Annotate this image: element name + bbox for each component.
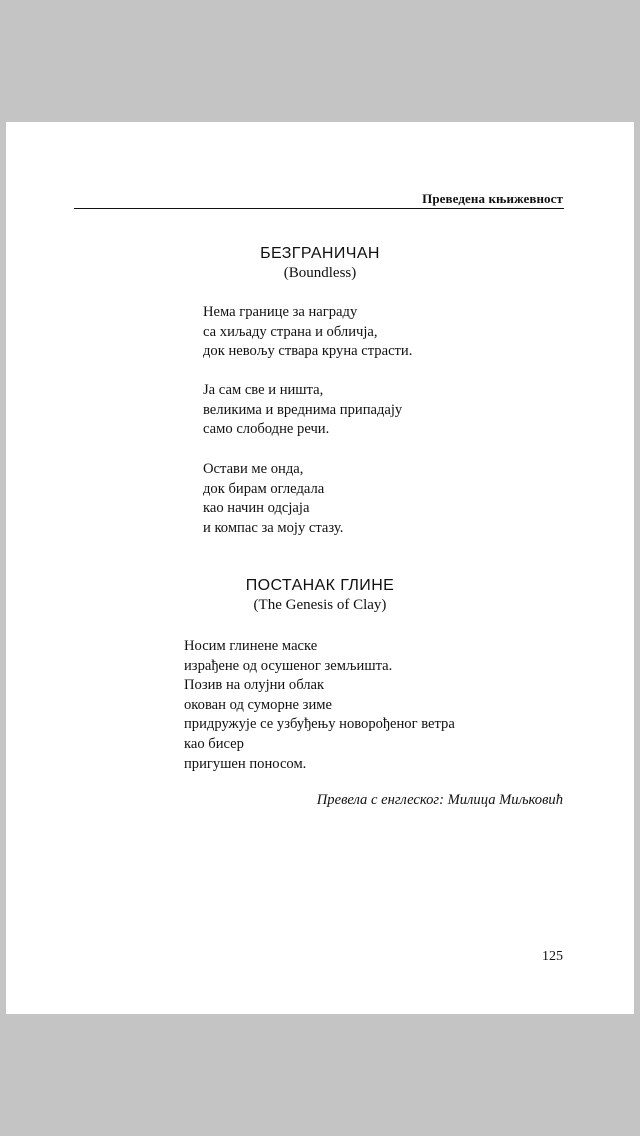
verse-line: придружује се узбуђењу новорођеног ветра [184, 716, 455, 733]
poem-title-genesis-of-clay: ПОСТАНАК ГЛИНЕ [245, 577, 395, 594]
verse-line: само слободне речи. [203, 421, 330, 438]
poem1-stanza-2 [203, 381, 402, 440]
verse-line: као начин одсјаја [203, 500, 310, 517]
verse-line: Нема границе за награду [203, 304, 358, 320]
book-page [6, 122, 634, 1014]
verse-line: Позив на олујни облак [184, 677, 325, 694]
poem1-stanza-3 [203, 460, 343, 538]
header-rule [74, 208, 564, 209]
verse-line: док бирам огледала [203, 480, 325, 497]
poem1-stanza-1 [203, 303, 412, 362]
verse-line: као бисер [184, 735, 244, 752]
verse-line: Ја сам све и ништа, [203, 382, 324, 398]
verse-line: и компас за моју стазу. [203, 519, 344, 536]
running-head: Преведена књижевност [422, 191, 563, 206]
poem-title-boundless: БЕЗГРАНИЧАН [260, 245, 380, 262]
verse-line: израђене од осушеног земљишта. [184, 657, 393, 674]
poem-subtitle-boundless: (Boundless) [283, 265, 357, 281]
page-number: 125 [542, 949, 563, 964]
verse-line: Носим глинене маске [184, 638, 318, 654]
verse-line: док невољу ствара круна страсти. [203, 343, 413, 360]
verse-line: пригушен поносом. [184, 755, 307, 772]
translator-credit: Превела с енглеског: Милица Миљковић [316, 792, 563, 808]
verse-line: Остави ме онда, [203, 461, 304, 477]
verse-line: са хиљаду страна и обличја, [203, 323, 378, 340]
verse-line: окован од суморне зиме [184, 696, 332, 713]
poem-subtitle-genesis-of-clay: (The Genesis of Clay) [253, 597, 387, 613]
poem2-stanza-1 [184, 637, 455, 774]
verse-line: великима и вреднима припадају [203, 401, 403, 418]
